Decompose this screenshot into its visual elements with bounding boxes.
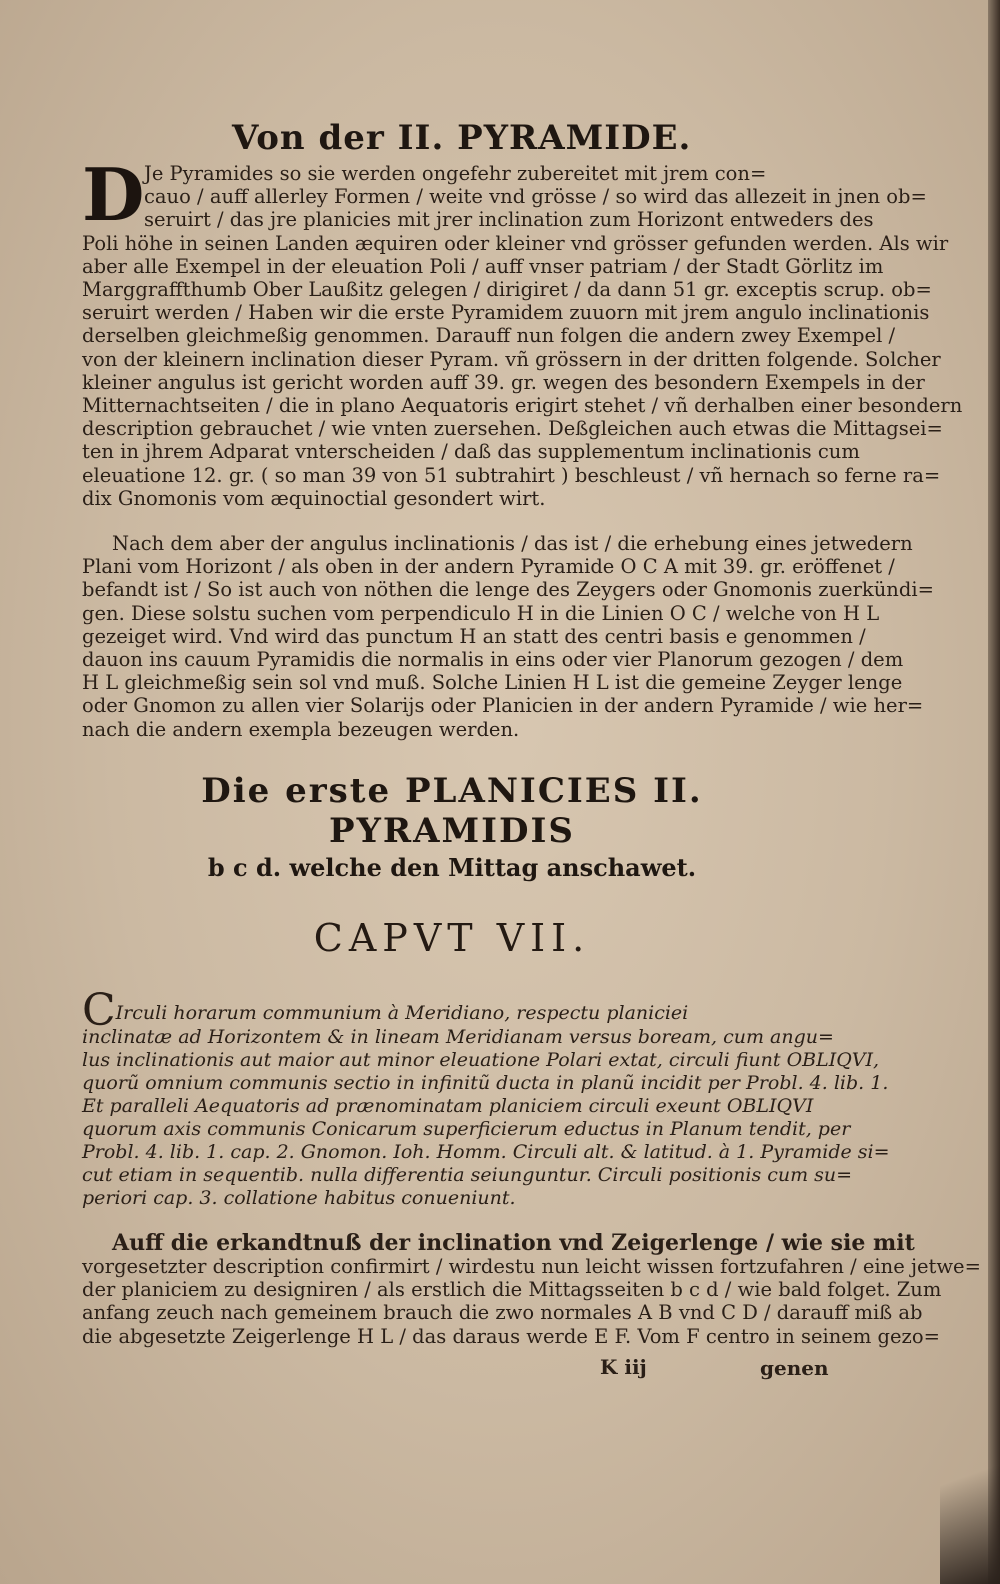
text-line: Marggraffthumb Ober Laußitz gelegen / dirigiret / da dann 51 gr. exceptis scrup. ob= bbox=[82, 278, 932, 302]
paragraph-2 bbox=[82, 532, 934, 741]
text-line: Mitternachtseiten / die in plano Aequatoris erigirt stehet / vñ derhalben einer besondern bbox=[82, 394, 963, 418]
text-line: anfang zeuch nach gemeinem brauch die zwo normales A B vnd C D / darauff miß ab bbox=[82, 1301, 923, 1325]
text-line: Je Pyramides so sie werden ongefehr zubereitet mit jrem con= bbox=[144, 162, 767, 185]
text-line: H L gleichmeßig sein sol vnd muß. Solche Linien H L ist die gemeine Zeyger lenge bbox=[82, 671, 903, 695]
text-line: Poli höhe in seinen Landen æquiren oder kleiner vnd grösser gefunden werden. Als wir bbox=[82, 231, 949, 255]
text-line: periori cap. 3. collatione habitus conueniunt. bbox=[82, 1186, 516, 1209]
latin-paragraph bbox=[82, 984, 890, 1210]
text-line: befandt ist / So ist auch von nöthen die lenge des Zeygers oder Gnomonis zuerkündi= bbox=[82, 578, 934, 602]
text-line: cut etiam in sequentib. nulla differentia seiunguntur. Circuli positionis cum su= bbox=[82, 1163, 853, 1186]
text-line: lus inclinationis aut maior aut minor eleuatione Polari extat, circuli fiunt OBLIQVI, bbox=[82, 1048, 880, 1071]
page-corner-shadow bbox=[940, 1434, 1000, 1584]
text-line: CIrculi horarum communium à Meridiano, respectu planiciei bbox=[82, 984, 689, 1036]
heading-line-1: Die erste PLANICIES II. PYRAMIDIS bbox=[201, 770, 703, 851]
text-line: Auff die erkandtnuß der inclination vnd Zeigerlenge / wie sie mit bbox=[112, 1229, 915, 1256]
caput-title: CAPVT VII. bbox=[313, 915, 591, 960]
text-line: Et paralleli Aequatoris ad prænominatam planiciem circuli exeunt OBLIQVI bbox=[82, 1094, 814, 1117]
section-title: Von der II. PYRAMIDE. bbox=[232, 118, 692, 158]
catchword: genen bbox=[760, 1356, 829, 1380]
text-line: Plani vom Horizont / als oben in der andern Pyramide O C A mit 39. gr. eröffenet / bbox=[82, 555, 895, 579]
text-line: gen. Diese solstu suchen vom perpendiculo H in die Linien O C / welche von H L bbox=[82, 601, 880, 625]
text-line: dix Gnomonis vom æquinoctial gesondert wirt. bbox=[82, 486, 546, 510]
text-line: nach die andern exempla bezeugen werden. bbox=[82, 717, 520, 741]
page-edge-shadow bbox=[988, 0, 1000, 1584]
text-line: seruirt werden / Haben wir die erste Pyramidem zuuorn mit jrem angulo inclinationis bbox=[82, 301, 930, 325]
drop-cap: D bbox=[82, 152, 145, 237]
paragraph-4 bbox=[82, 1229, 981, 1348]
text-line: cauo / auff allerley Formen / weite vnd grösse / so wird das allezeit in jnen ob= bbox=[144, 185, 927, 209]
text-line: inclinatæ ad Horizontem & in lineam Meridianam versus boream, cum angu= bbox=[82, 1025, 834, 1048]
text-line: eleuatione 12. gr. ( so man 39 von 51 subtrahirt ) beschleust / vñ hernach so ferne ra= bbox=[82, 463, 941, 487]
chapter-heading bbox=[82, 771, 822, 882]
paragraph-1 bbox=[82, 152, 963, 510]
text-line: von der kleinern inclination dieser Pyram. vñ grössern in der dritten folgende. Solcher bbox=[82, 347, 941, 371]
text-line: seruirt / das jre planicies mit jrer inclination zum Horizont entweders des bbox=[144, 208, 874, 232]
heading-line-2: b c d. welche den Mittag anschawet. bbox=[207, 852, 697, 882]
text-line: oder Gnomon zu allen vier Solarijs oder Planicien in der andern Pyramide / wie her= bbox=[82, 694, 924, 718]
text-line: Probl. 4. lib. 1. cap. 2. Gnomon. Ioh. Homm. Circuli alt. & latitud. à 1. Pyramide si= bbox=[82, 1140, 890, 1163]
text-line: der planiciem zu designiren / als erstlich die Mittagsseiten b c d / wie bald folget. Zum bbox=[82, 1278, 942, 1302]
text-line: quorum axis communis Conicarum superficierum eductus in Planum tendit, per bbox=[82, 1117, 851, 1140]
text-line: die abgesetzte Zeigerlenge H L / das daraus werde E F. Vom F centro in seinem gezo= bbox=[82, 1324, 940, 1348]
text-line: ten in jhrem Adparat vnterscheiden / daß das supplementum inclinationis cum bbox=[82, 440, 860, 464]
signature-mark: K iij bbox=[600, 1355, 647, 1379]
text-line: description gebrauchet / wie vnten zuersehen. Deßgleichen auch etwas die Mittagsei= bbox=[82, 417, 943, 441]
text-line: quorũ omnium communis sectio in infinitũ ducta in planũ incidit per Probl. 4. lib. 1. bbox=[82, 1071, 889, 1094]
text-line: aber alle Exempel in der eleuation Poli / auff vnser patriam / der Stadt Görlitz im bbox=[82, 254, 884, 278]
text-block bbox=[82, 100, 981, 1348]
text-line: Nach dem aber der angulus inclinationis / das ist / die erhebung eines jetwedern bbox=[112, 532, 913, 556]
text-line: gezeiget wird. Vnd wird das punctum H an statt des centri basis e genommen / bbox=[82, 624, 866, 648]
initial-letter: C bbox=[82, 984, 116, 1036]
text-line: kleiner angulus ist gericht worden auff 39. gr. wegen des besondern Exempels in der bbox=[82, 370, 925, 394]
text-line: derselben gleichmeßig genommen. Darauff nun folgen die andern zwey Exempel / bbox=[82, 324, 896, 348]
text-line: vorgesetzter description confirmirt / wirdestu nun leicht wissen fortzufahren / eine jetwe= bbox=[82, 1255, 981, 1279]
paragraph-1-text bbox=[82, 152, 963, 510]
text-line: dauon ins cauum Pyramidis die normalis in eins oder vier Planorum gezogen / dem bbox=[82, 648, 904, 672]
